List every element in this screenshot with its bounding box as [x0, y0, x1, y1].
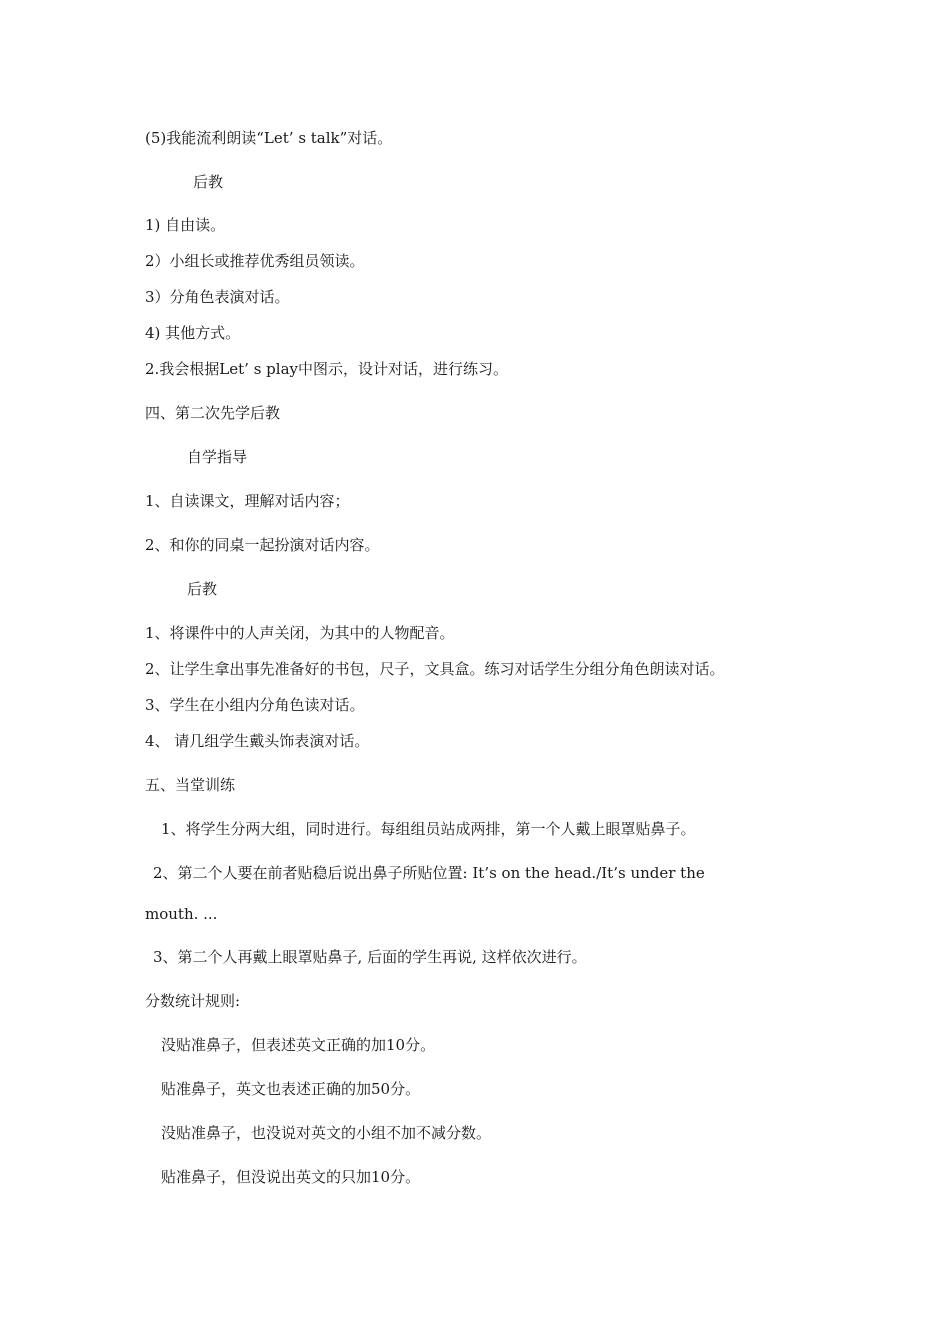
section-heading: 四、第二次先学后教 — [145, 404, 281, 422]
list-item: 2、让学生拿出事先准备好的书包，尺子，文具盒。练习对话学生分组分角色朗读对话。 — [145, 660, 725, 678]
rule-item: 没贴准鼻子，也没说对英文的小组不加不减分数。 — [161, 1124, 492, 1142]
list-item: 3、第二个人再戴上眼罩贴鼻子, 后面的学生再说, 这样依次进行。 — [153, 948, 587, 966]
list-item: 3、学生在小组内分角色读对话。 — [145, 696, 365, 714]
list-item: 3）分角色表演对话。 — [145, 288, 290, 306]
list-item: 4、 请几组学生戴头饰表演对话。 — [145, 732, 370, 750]
list-item: 1、将课件中的人声关闭，为其中的人物配音。 — [145, 624, 455, 642]
list-item: 1、将学生分两大组，同时进行。每组组员站成两排，第一个人戴上眼罩贴鼻子。 — [161, 820, 696, 838]
section-heading: 五、当堂训练 — [145, 776, 236, 794]
section-subheading: 自学指导 — [187, 448, 248, 466]
list-item: 2、和你的同桌一起扮演对话内容。 — [145, 536, 380, 554]
list-item: 4) 其他方式。 — [145, 324, 241, 342]
list-item: 1、自读课文，理解对话内容； — [145, 492, 350, 510]
text-line: mouth. ... — [145, 905, 218, 923]
rule-item: 贴准鼻子，但没说出英文的只加10分。 — [161, 1168, 421, 1186]
list-item: 2、第二个人要在前者贴稳后说出鼻子所贴位置: It’s on the head./It’s under the — [153, 864, 705, 882]
text-line: (5)我能流利朗读“Let’ s talk”对话。 — [145, 129, 393, 147]
rule-item: 没贴准鼻子，但表述英文正确的加10分。 — [161, 1036, 436, 1054]
text-line: 2.我会根据Let’ s play中图示，设计对话，进行练习。 — [145, 360, 508, 378]
section-heading: 分数统计规则: — [145, 992, 241, 1010]
list-item: 1) 自由读。 — [145, 216, 226, 234]
section-subheading: 后教 — [187, 580, 218, 598]
section-subheading: 后教 — [193, 173, 224, 191]
list-item: 2）小组长或推荐优秀组员领读。 — [145, 252, 365, 270]
rule-item: 贴准鼻子，英文也表述正确的加50分。 — [161, 1080, 421, 1098]
